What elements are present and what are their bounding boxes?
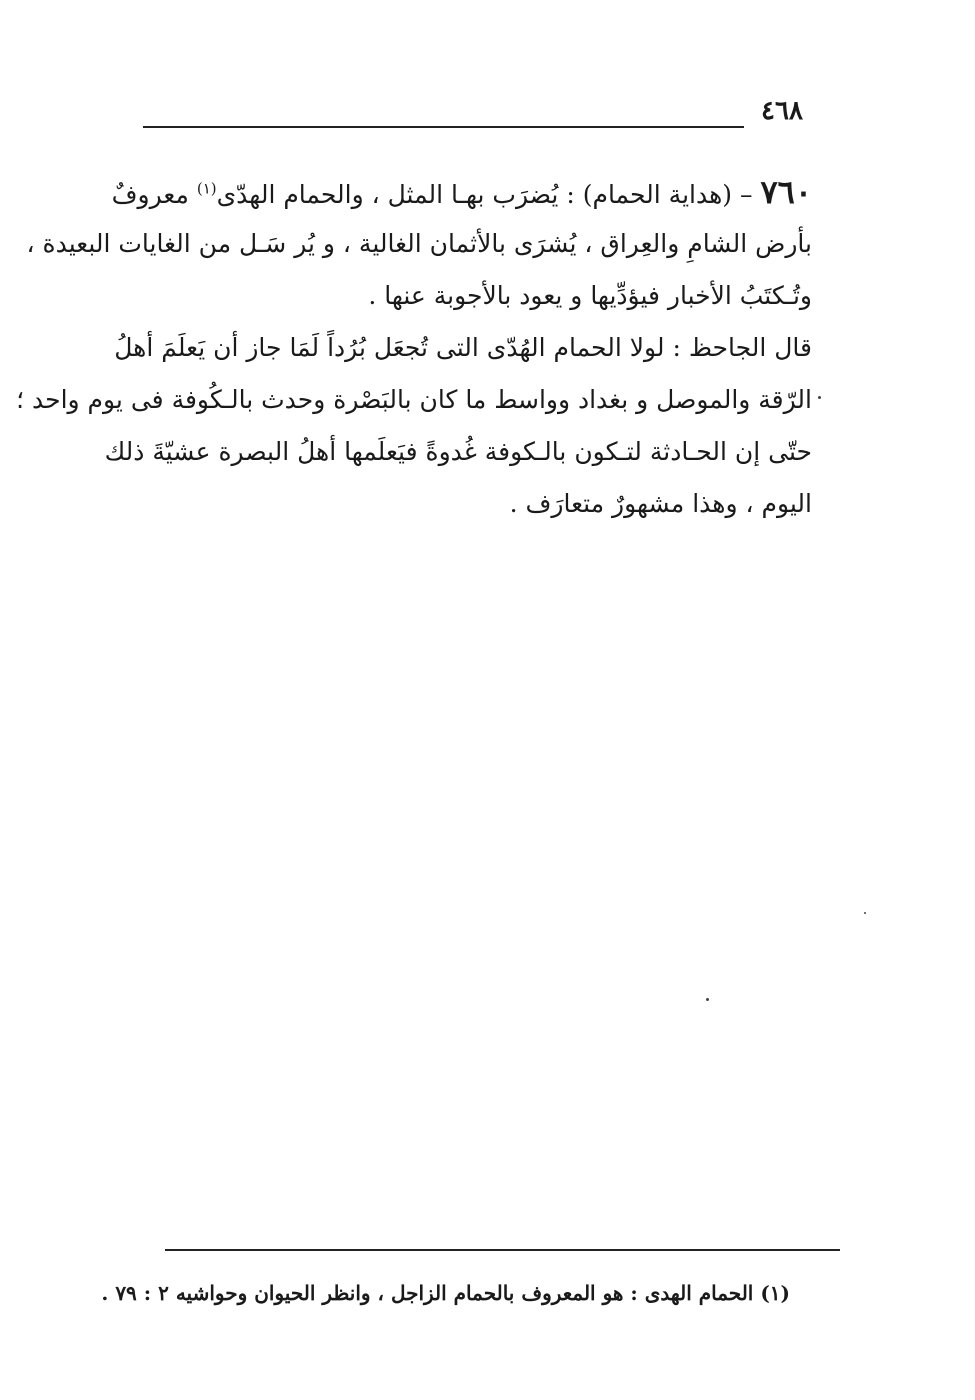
scan-speck — [706, 998, 709, 1001]
entry-line-1-end: معروفٌ — [111, 180, 189, 209]
footnote-marker: (١) — [196, 179, 217, 198]
quote-line-4: اليوم ، وهذا مشهورٌ متعارَف . — [509, 489, 812, 518]
entry-line-1 — [111, 166, 812, 218]
page-number: ٤٦٨ — [761, 96, 803, 126]
footnote-rule — [165, 1249, 840, 1251]
scan-speck — [864, 912, 866, 914]
footnote: (١) الحمام الهدى : هو المعروف بالحمام الزاجل ، وانظر الحيوان وحواشيه ٢ : ٧٩ . — [101, 1281, 790, 1305]
entry-line-3: وتُـكتَبُ الأخبار فيؤدِّيها و يعود بالأجوبة عنها . — [368, 281, 812, 310]
entry-line-2: بأرض الشامِ والعِراق ، يُشرَى بالأثمان الغالية ، و يُر سَـل من الغايات البعيدة ، — [26, 229, 812, 258]
quote-line-2: الرّقة والموصل و بغداد وواسط ما كان بالبَصْرة وحدث بالـكُوفة فى يوم واحد ؛ — [16, 385, 812, 414]
header-rule — [143, 126, 744, 128]
main-text — [16, 166, 812, 530]
quote-line-3: حتّى إن الحـادثة لتـكون بالـكوفة غُدوةً فيَعلَمها أهلُ البصرة عشيّةَ ذلك — [104, 437, 812, 466]
quote-line-1: قال الجاحظ : لولا الحمام الهُدّى التى تُجعَل بُرُداً لَمَا جاز أن يَعلَمَ أهلُ — [114, 333, 812, 362]
entry-number: ٧٦٠ — [760, 173, 812, 211]
entry-title-text: (هداية الحمام) : يُضرَب بهـا المثل ، والحمام الهدّى — [216, 180, 733, 209]
entry-dash: – — [739, 180, 753, 209]
scan-speck — [818, 396, 821, 399]
